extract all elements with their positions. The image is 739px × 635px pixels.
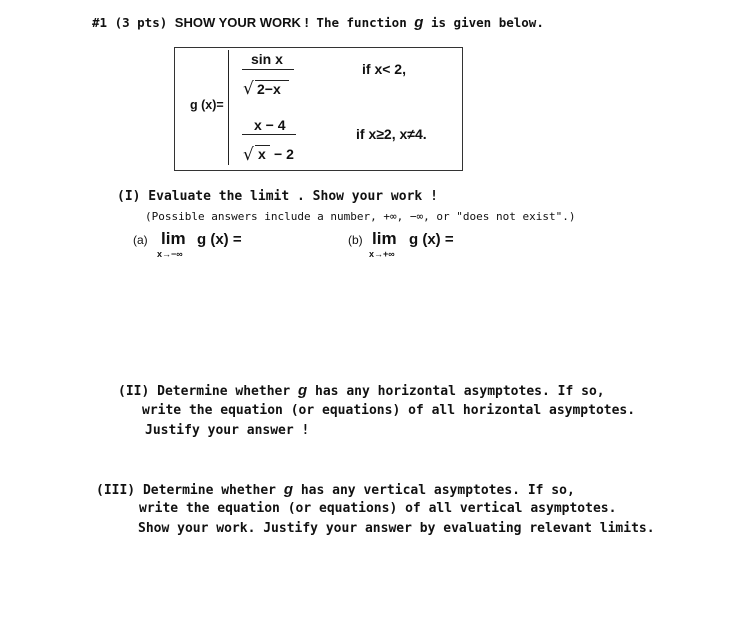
part3-line3: Show your work. Justify your answer by evaluating relevant limits. [138, 521, 655, 536]
part-a-label: (a) [133, 233, 148, 247]
piece1-fraction-bar [242, 69, 294, 70]
part-b-subscript: x→+∞ [369, 249, 395, 259]
part3-function-name: g [283, 481, 294, 498]
header-given: is given below. [430, 15, 544, 30]
part3-line1 [96, 481, 575, 498]
function-lhs: g (x)= [190, 98, 224, 112]
part2-function-name: g [298, 382, 308, 399]
part-a-subscript: x→−∞ [157, 249, 183, 259]
piece2-radicand: x [258, 146, 266, 162]
piecewise-brace [228, 50, 239, 165]
part3-line1-post: has any vertical asymptotes. If so, [300, 483, 575, 498]
piece2-numerator: x − 4 [254, 117, 286, 133]
part1-note: (Possible answers include a number, +∞, −∞, or "does not exist".) [145, 210, 576, 223]
problem-header [92, 14, 544, 31]
part3-line1-pre: (III) Determine whether [96, 483, 277, 498]
show-work-label: SHOW YOUR WORK ! [174, 15, 309, 30]
part-b-expression: g (x) = [409, 231, 454, 248]
header-intro: The function [316, 15, 407, 30]
piece1-condition: if x< 2, [362, 61, 406, 77]
part2-line3: Justify your answer ! [145, 423, 310, 438]
piece1-radicand: 2−x [257, 81, 281, 97]
part-b-label: (b) [348, 233, 363, 247]
part-a-lim: lim [161, 229, 186, 248]
sqrt-icon: √ [243, 79, 254, 99]
piece2-minus-two: − 2 [274, 146, 294, 162]
part-b-lim: lim [372, 229, 397, 248]
part3-line2: write the equation (or equations) of all vertical asymptotes. [139, 501, 617, 516]
part2-line1-pre: (II) Determine whether [118, 384, 291, 399]
function-name: g [414, 14, 424, 31]
part2-line2: write the equation (or equations) of all horizontal asymptotes. [142, 403, 636, 418]
part2-line1 [118, 382, 605, 399]
sqrt-icon: √ [243, 145, 254, 165]
problem-number: #1 (3 pts) [92, 15, 168, 30]
part-a-expression: g (x) = [197, 231, 242, 248]
part1-title: (I) Evaluate the limit . Show your work ! [117, 189, 438, 204]
piece1-numerator: sin x [251, 51, 283, 67]
piece2-fraction-bar [242, 134, 296, 135]
part2-line1-post: has any horizontal asymptotes. If so, [315, 384, 605, 399]
piece2-condition: if x≥2, x≠4. [356, 126, 427, 142]
